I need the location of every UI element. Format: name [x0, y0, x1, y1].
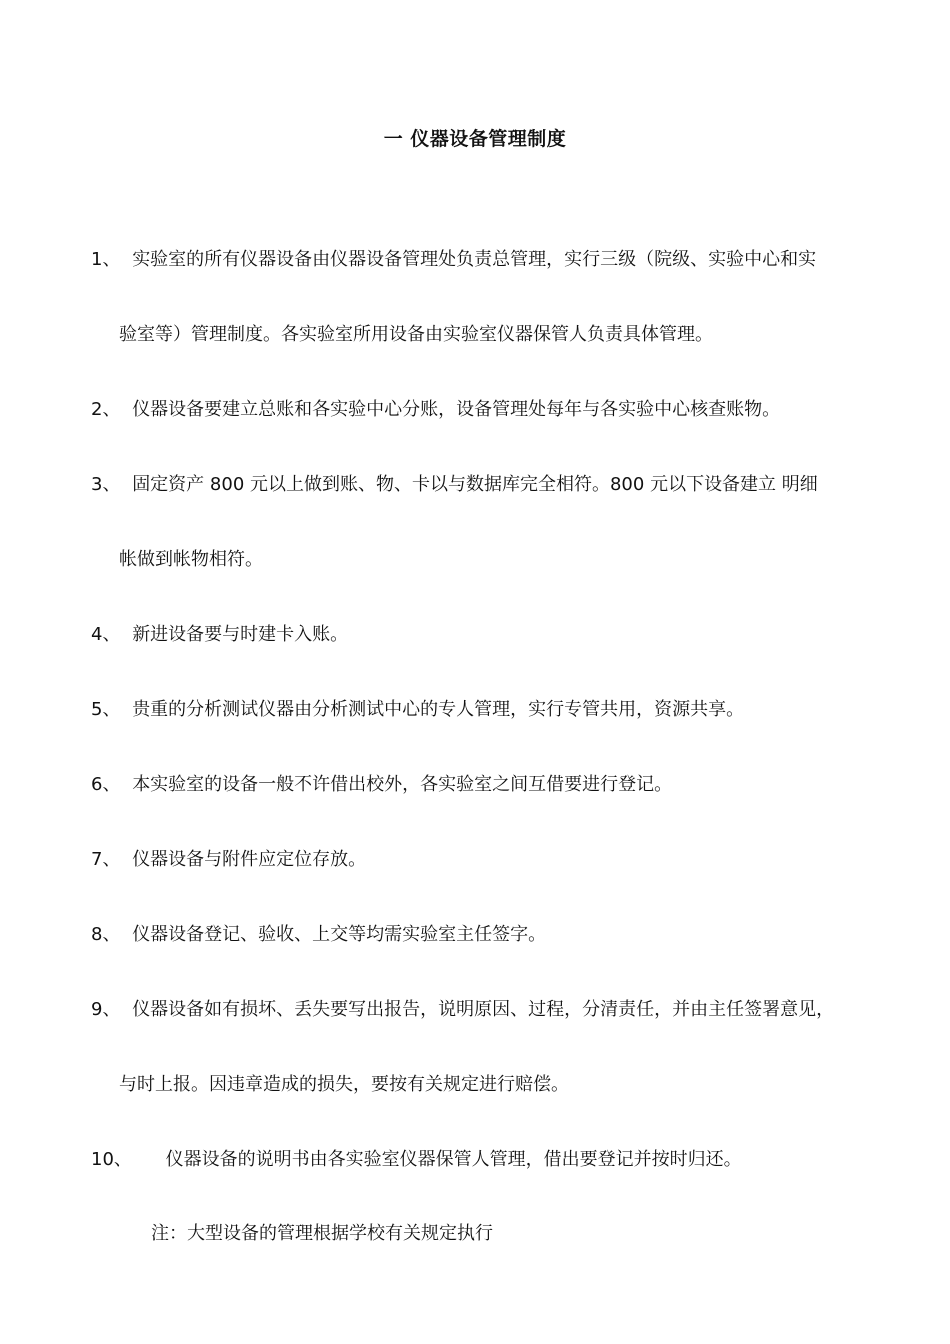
list-item-2 — [91, 398, 780, 422]
list-item-9 — [91, 998, 834, 1022]
list-item-5 — [91, 698, 744, 722]
item-text: 仪器设备要建立总账和各实验中心分账，设备管理处每年与各实验中心核查账物。 — [132, 399, 781, 420]
item-text: 仪器设备如有损坏、丢失要写出报告，说明原因、过程，分清责任，并由主任签署意见， — [132, 999, 835, 1020]
item-text: 仪器设备与附件应定位存放。 — [132, 849, 367, 870]
item-number: 4、 — [91, 624, 121, 645]
list-item-4 — [91, 623, 348, 647]
footnote: 注：大型设备的管理根据学校有关规定执行 — [151, 1223, 493, 1244]
item-number: 7、 — [91, 849, 121, 870]
list-item-3-continuation — [119, 548, 263, 572]
list-item-6 — [91, 773, 672, 797]
list-item-8 — [91, 923, 546, 947]
item-text: 仪器设备的说明书由各实验室仪器保管人管理，借出要登记并按时归还。 — [165, 1149, 742, 1170]
item-number: 5、 — [91, 699, 121, 720]
item-number: 1、 — [91, 249, 121, 270]
item-number: 2、 — [91, 399, 121, 420]
item-text: 验室等）管理制度。各实验室所用设备由实验室仪器保管人负责具体管理。 — [119, 324, 713, 345]
item-number: 8、 — [91, 924, 121, 945]
item-number: 10、 — [91, 1149, 132, 1170]
item-text: 固定资产 800 元以上做到账、物、卡以与数据库完全相符。800 元以下设备建立 明细 — [132, 474, 818, 495]
item-number: 6、 — [91, 774, 121, 795]
list-item-10 — [91, 1148, 742, 1172]
item-text: 帐做到帐物相符。 — [119, 549, 263, 570]
list-item-1 — [91, 248, 816, 272]
item-text: 与时上报。因违章造成的损失，要按有关规定进行赔偿。 — [119, 1074, 569, 1095]
list-item-1-continuation — [119, 323, 713, 347]
item-number: 3、 — [91, 474, 121, 495]
list-item-3 — [91, 473, 818, 497]
item-text: 本实验室的设备一般不许借出校外，各实验室之间互借要进行登记。 — [132, 774, 673, 795]
item-text: 贵重的分析测试仪器由分析测试中心的专人管理，实行专管共用，资源共享。 — [132, 699, 745, 720]
item-text: 仪器设备登记、验收、上交等均需实验室主任签字。 — [132, 924, 547, 945]
document-title: 一 仪器设备管理制度 — [383, 128, 567, 150]
list-item-7 — [91, 848, 366, 872]
item-number: 9、 — [91, 999, 121, 1020]
item-text: 新进设备要与时建卡入账。 — [132, 624, 349, 645]
list-item-9-continuation — [119, 1073, 569, 1097]
item-text: 实验室的所有仪器设备由仪器设备管理处负责总管理，实行三级（院级、实验中心和实 — [132, 249, 817, 270]
